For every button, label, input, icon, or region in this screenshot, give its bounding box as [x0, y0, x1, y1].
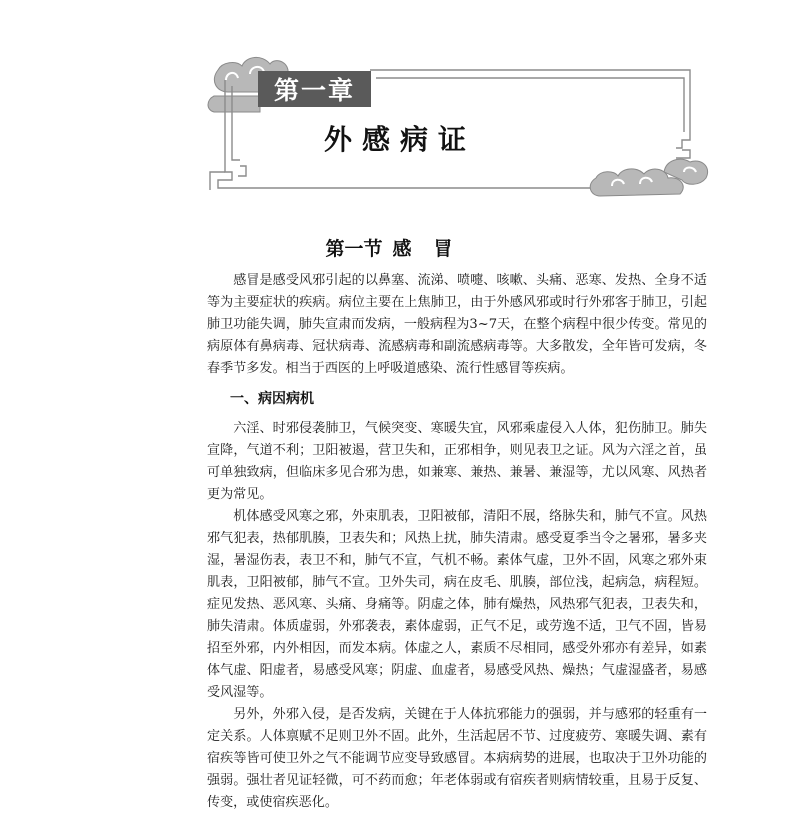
chapter-banner — [0, 0, 800, 215]
body-paragraph: 六淫、时邪侵袭肺卫，气候突变、寒暖失宜，风邪乘虚侵入人体，犯伤肺卫。肺失宣降，气道不利；卫阳被遏，营卫失和，正邪相争，则见表卫之证。风为六淫之首，虽可单独致病，但临床多见合邪为患，如兼寒、兼热、兼暑、兼湿等，尤以风寒、风热者更为常见。 — [207, 421, 707, 502]
section-title — [0, 234, 800, 261]
body-paragraph: 机体感受风寒之邪，外束肌表，卫阳被郁，清阳不展，络脉失和，肺气不宣。风热邪气犯表，热郁肌腠，卫表失和；风热上扰，肺失清肃。感受夏季当令之暑邪，暑多夹湿，暑湿伤表，表卫不和，肺气不宣，气机不畅。素体气虚，卫外不固，风寒之邪外束肌表，卫阳被郁，肺气不宣。卫外失司，病在皮毛、肌腠，部位浅，起病急，病程短。症见发热、恶风寒、头痛、身痛等。阴虚之体，肺有燥热，风热邪气犯表，卫表失和，肺失清肃。体质虚弱，外邪袭表，素体虚弱，正气不足，或劳逸不适，卫气不固，皆易招至外邪，内外相因，而发本病。体虚之人，素质不尽相同，感受外邪亦有差异，如素体气虚、阳虚者，易感受风寒；阴虚、血虚者，易感受风热、燥热；气虚湿盛者，易感受风湿等。 — [207, 509, 707, 700]
section-number: 第一节 — [325, 238, 383, 260]
intro-block — [207, 270, 707, 380]
body-paragraph: 另外，外邪入侵，是否发病，关键在于人体抗邪能力的强弱，并与感邪的轻重有一定关系。人体禀赋不足则卫外不固。此外，生活起居不节、过度疲劳、寒暖失调、素有宿疾等皆可使卫外之气不能调节应变导致感冒。本病病势的进展，也取决于卫外功能的强弱。强壮者见证轻微，可不药而愈；年老体弱或有宿疾者则病情较重，且易于反复、传变，或使宿疾恶化。 — [207, 707, 707, 810]
etiology-block — [207, 418, 707, 814]
section-name: 感冒 — [392, 238, 475, 260]
chapter-label: 第一章 — [273, 76, 355, 105]
chapter-title: 外感病证 — [323, 123, 476, 156]
chapter-frame-ornament — [0, 0, 800, 215]
subsection-heading: 一、病因病机 — [230, 391, 314, 407]
intro-paragraph: 感冒是感受风邪引起的以鼻塞、流涕、喷嚏、咳嗽、头痛、恶寒、发热、全身不适等为主要症状的疾病。病位主要在上焦肺卫，由于外感风邪或时行外邪客于肺卫，引起肺卫功能失调，肺失宣肃而发病，一般病程为3~7天，在整个病程中很少传变。常见的病原体有鼻病毒、冠状病毒、流感病毒和副流感病毒等。大多散发，全年皆可发病，冬春季节多发。相当于西医的上呼吸道感染、流行性感冒等疾病。 — [207, 273, 707, 376]
